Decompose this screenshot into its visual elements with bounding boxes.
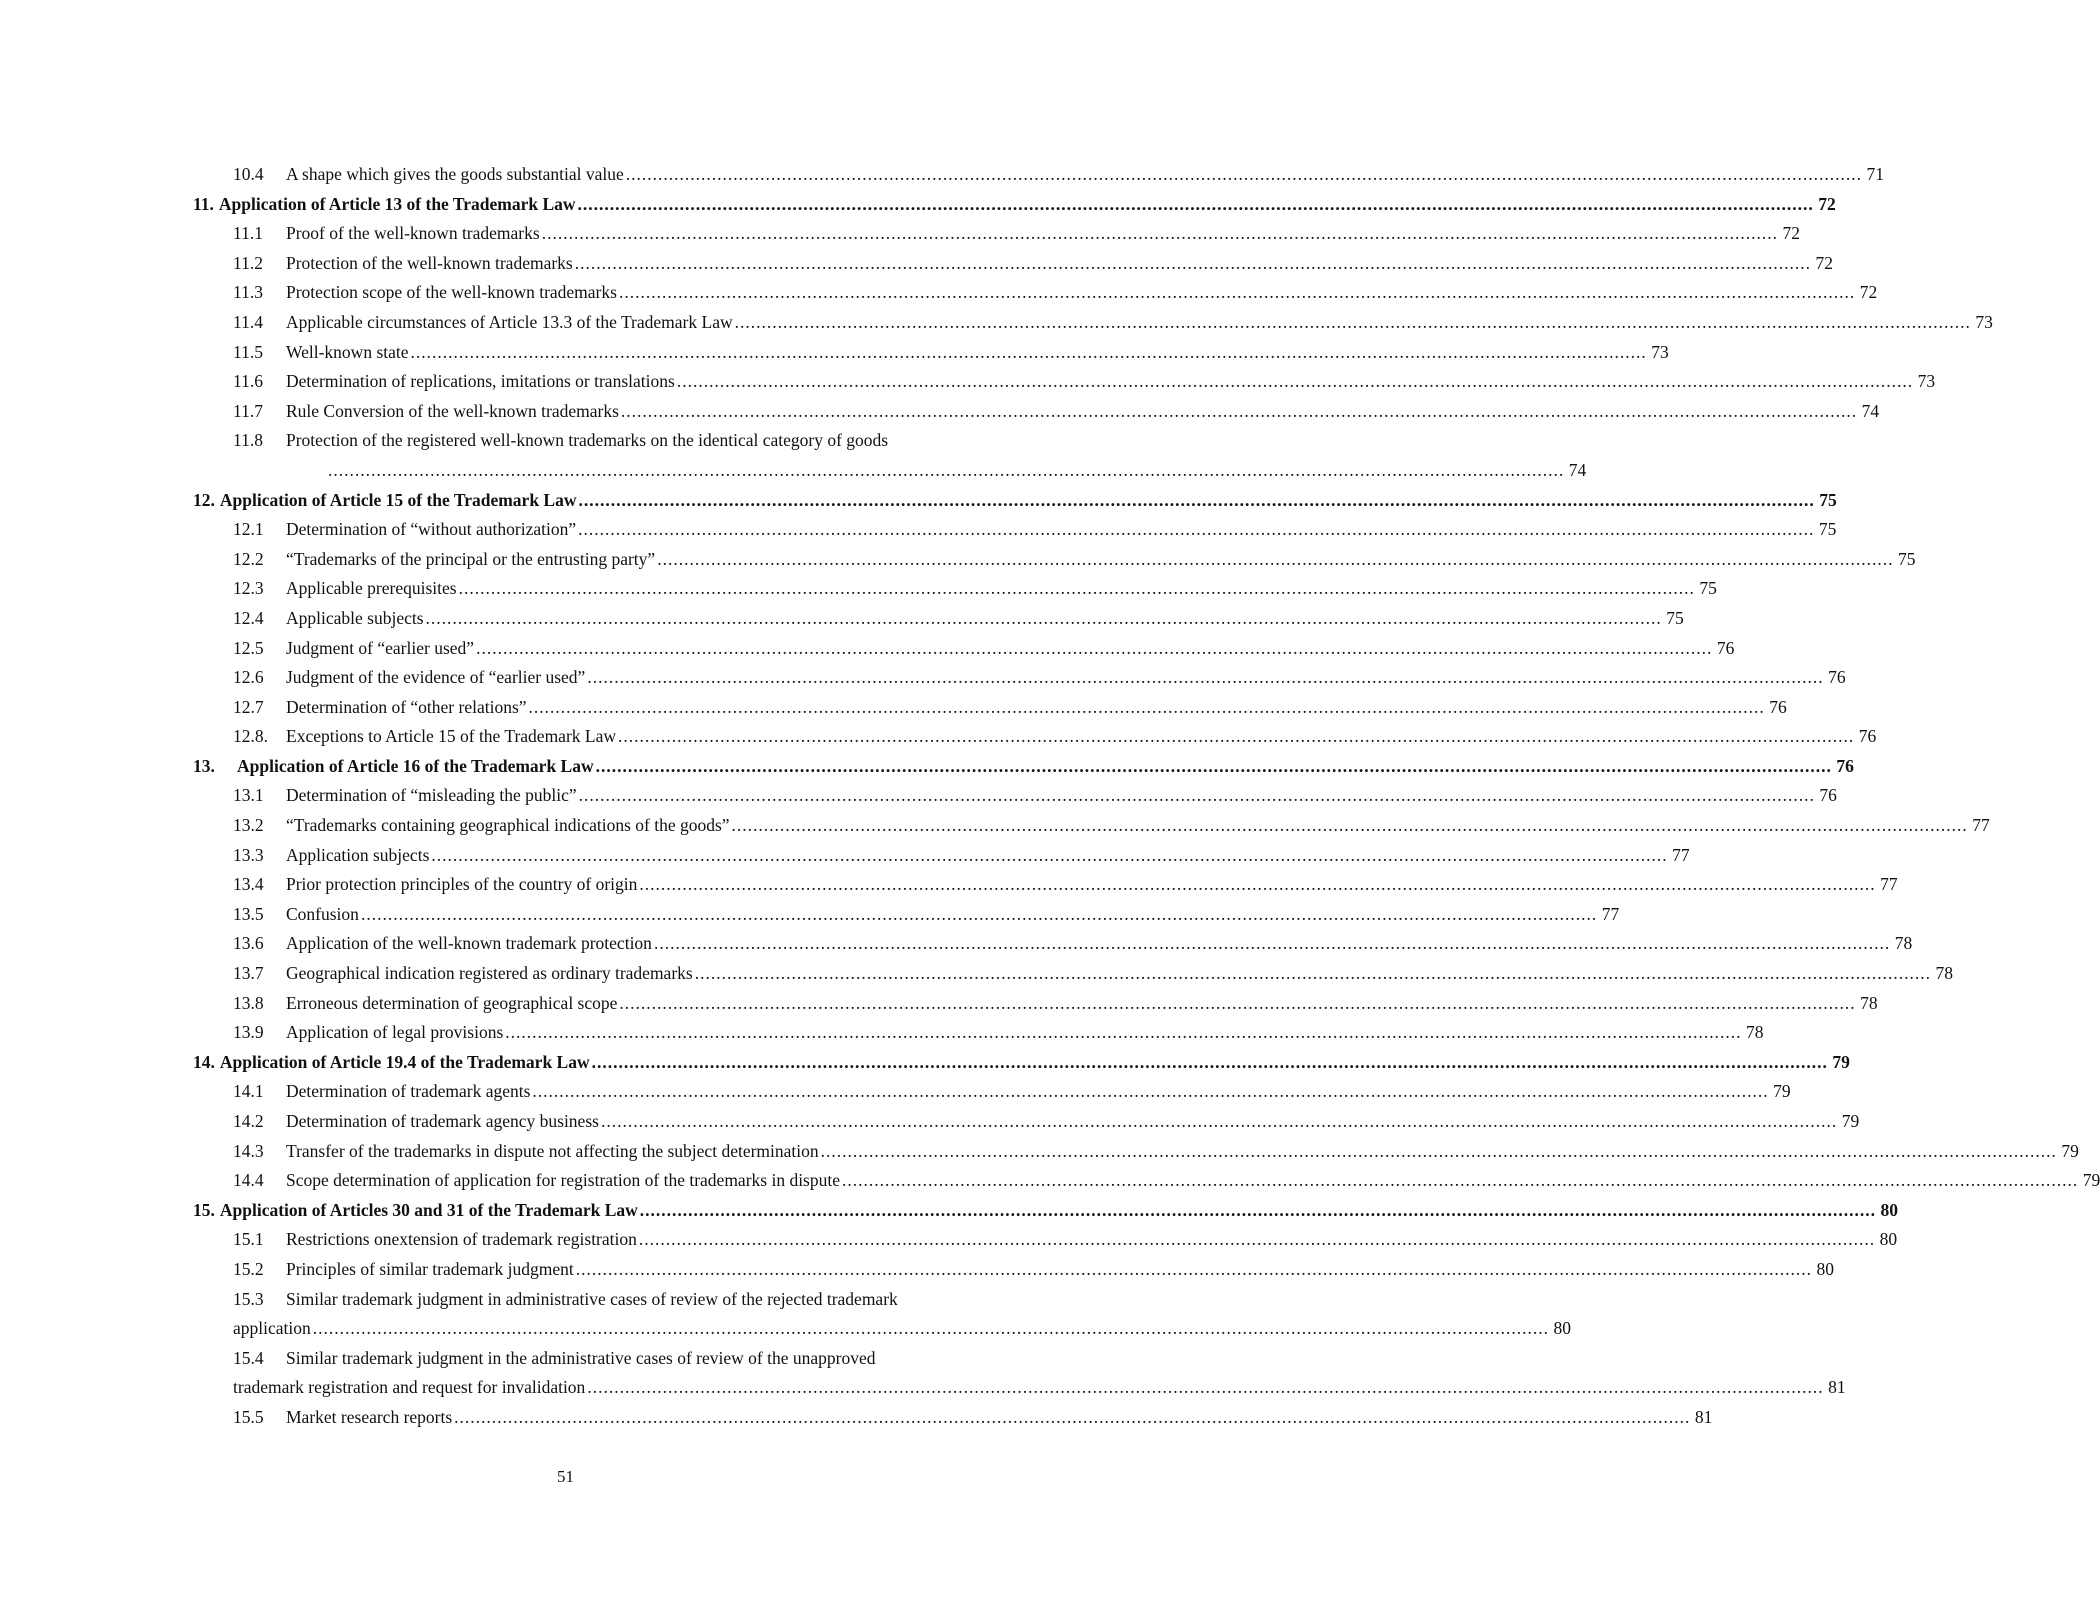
- dot-leader: [639, 1225, 1875, 1255]
- dot-leader: [426, 604, 1662, 634]
- toc-entry-page: 79: [2061, 1140, 2079, 1161]
- toc-entry-page: 81: [1828, 1377, 1846, 1398]
- toc-entry-number: 12.1: [233, 519, 264, 540]
- toc-entry-number: 11.3: [233, 282, 263, 303]
- toc-section-entry[interactable]: [193, 397, 1880, 427]
- toc-section-entry[interactable]: [193, 1137, 2079, 1167]
- toc-entry-page: 78: [1935, 963, 1953, 984]
- toc-entry-page: 73: [1917, 371, 1936, 392]
- toc-entry-number: 15.1: [233, 1229, 264, 1250]
- toc-entry-number: 13.7: [233, 963, 264, 984]
- toc-chapter-entry[interactable]: [193, 752, 1854, 782]
- toc-entry-title: Transfer of the trademarks in dispute not affecting the subject determination: [286, 1140, 819, 1161]
- dot-leader: [578, 190, 1814, 220]
- toc-entry-line: [193, 1314, 1572, 1344]
- toc-entry-number: 12.4: [233, 607, 264, 628]
- toc-entry-page: 78: [1746, 1022, 1764, 1043]
- dot-leader: [313, 1314, 1549, 1344]
- toc-entry-line: [193, 456, 1587, 486]
- toc-entry-page: 73: [1651, 341, 1669, 362]
- toc-entry-number: 13.5: [233, 903, 264, 924]
- dot-leader: [459, 574, 1695, 604]
- toc-entry-title: Applicable prerequisites: [286, 578, 457, 599]
- toc-entry-title-continued: trademark registration and request for invalidation: [233, 1377, 586, 1398]
- dot-leader: [596, 752, 1832, 782]
- toc-section-entry[interactable]: [193, 160, 1885, 190]
- toc-section-entry[interactable]: [193, 693, 1787, 723]
- toc-entry-title: Application subjects: [286, 844, 430, 865]
- toc-entry-title: “Trademarks of the principal or the entrusting party”: [286, 548, 656, 569]
- toc-section-entry[interactable]: [193, 545, 1916, 575]
- toc-entry-line: [193, 1344, 963, 1374]
- dot-leader: [640, 1196, 1876, 1226]
- toc-entry-page: 75: [1699, 578, 1717, 599]
- toc-section-entry[interactable]: [193, 604, 1684, 634]
- toc-entry-number: 12.2: [233, 548, 264, 569]
- toc-entry-page: 79: [2082, 1170, 2100, 1191]
- toc-section-entry[interactable]: [193, 574, 1717, 604]
- toc-section-entry[interactable]: [193, 219, 1800, 249]
- toc-entry-title: Application of Article 13 of the Trademark Law: [218, 193, 576, 214]
- toc-section-entry[interactable]: [193, 900, 1620, 930]
- toc-entry-number: 11.7: [233, 400, 263, 421]
- dot-leader: [619, 989, 1855, 1019]
- toc-section-entry[interactable]: [193, 1166, 2100, 1196]
- toc-section-entry[interactable]: [193, 426, 1587, 485]
- toc-entry-number: 15.: [193, 1199, 215, 1220]
- dot-leader: [732, 811, 1968, 841]
- toc-section-entry[interactable]: [193, 663, 1846, 693]
- toc-entry-number: 15.5: [233, 1406, 264, 1427]
- toc-section-entry[interactable]: [193, 781, 1837, 811]
- toc-entry-title: Confusion: [286, 903, 359, 924]
- dot-leader: [579, 781, 1815, 811]
- toc-entry-page: 74: [1861, 400, 1880, 421]
- toc-section-entry[interactable]: [193, 1018, 1764, 1048]
- toc-section-entry[interactable]: [193, 515, 1837, 545]
- toc-entry-page: 80: [1816, 1258, 1834, 1279]
- dot-leader: [677, 367, 1913, 397]
- toc-entry-title: Erroneous determination of geographical scope: [286, 992, 618, 1013]
- toc-entry-page: 80: [1879, 1229, 1898, 1250]
- toc-entry-title: Application of Article 15 of the Trademark Law: [219, 489, 577, 510]
- toc-entry-title: Market research reports: [286, 1406, 453, 1427]
- toc-entry-number: 12.7: [233, 696, 264, 717]
- toc-entry-title: Similar trademark judgment in administrative cases of review of the rejected trademark: [286, 1288, 898, 1309]
- dot-leader: [575, 249, 1811, 279]
- toc-entry-title: Restrictions onextension of trademark registration: [286, 1229, 637, 1250]
- toc-section-entry[interactable]: [193, 811, 1990, 841]
- toc-entry-number: 14.1: [233, 1081, 264, 1102]
- dot-leader: [579, 486, 1815, 516]
- toc-entry-page: 72: [1815, 252, 1833, 273]
- toc-entry-page: 77: [1880, 874, 1898, 895]
- toc-entry-title: Principles of similar trademark judgment: [286, 1258, 574, 1279]
- dot-leader: [601, 1107, 1837, 1137]
- toc-entry-title: Judgment of “earlier used”: [286, 637, 475, 658]
- toc-entry-number: 11.: [193, 193, 214, 214]
- toc-section-entry[interactable]: [193, 634, 1735, 664]
- toc-entry-page: 75: [1897, 548, 1916, 569]
- toc-chapter-entry[interactable]: [193, 190, 1836, 220]
- toc-entry-number: 11.2: [233, 252, 263, 273]
- toc-entry-title: Exceptions to Article 15 of the Trademark Law: [286, 726, 616, 747]
- dot-leader: [695, 959, 1931, 989]
- toc-entry-number: 14.: [193, 1051, 215, 1072]
- dot-leader: [529, 693, 1765, 723]
- toc-entry-page: 79: [1841, 1111, 1860, 1131]
- toc-entry-page: 76: [1828, 667, 1846, 688]
- toc-entry-title: Protection scope of the well-known trademarks: [286, 282, 617, 303]
- toc-entry-number: 12.6: [233, 667, 264, 688]
- toc-entry-number: 14.3: [233, 1140, 264, 1161]
- toc-entry-number: 11.5: [233, 341, 263, 362]
- toc-section-entry[interactable]: [193, 338, 1669, 368]
- toc-entry-title: Application of Articles 30 and 31 of the Trademark Law: [219, 1199, 638, 1220]
- toc-entry-page: 77: [1972, 815, 1990, 836]
- toc-entry-number: 15.4: [233, 1347, 264, 1368]
- toc-entry-number: 15.2: [233, 1258, 264, 1279]
- toc-section-entry[interactable]: [193, 278, 1878, 308]
- page-number: 51: [557, 1467, 574, 1486]
- toc-entry-line: [193, 1373, 1846, 1403]
- toc-entry-number: 14.2: [233, 1111, 264, 1131]
- toc-entry-number: 13.1: [233, 785, 264, 806]
- toc-entry-number: 12.: [193, 489, 215, 510]
- toc-entry-title: Application of Article 19.4 of the Trademark Law: [219, 1051, 590, 1072]
- toc-section-entry[interactable]: [193, 870, 1898, 900]
- toc-section-entry[interactable]: [193, 1077, 1791, 1107]
- toc-section-entry[interactable]: [193, 367, 1936, 397]
- toc-entry-title: Geographical indication registered as ordinary trademarks: [286, 963, 693, 984]
- toc-entry-page: 79: [1832, 1051, 1850, 1072]
- dot-leader: [505, 1018, 1741, 1048]
- toc-entry-number: 13.9: [233, 1022, 264, 1043]
- dot-leader: [542, 219, 1778, 249]
- toc-entry-title: Determination of trademark agency business: [286, 1111, 599, 1131]
- dot-leader: [842, 1166, 2078, 1196]
- toc-section-entry[interactable]: [193, 1344, 1846, 1403]
- toc-chapter-entry[interactable]: [193, 486, 1837, 516]
- dot-leader: [618, 722, 1854, 752]
- dot-leader: [576, 1255, 1812, 1285]
- toc-entry-page: 72: [1818, 193, 1836, 214]
- toc-entry-title: Application of Article 16 of the Trademark Law: [237, 755, 594, 776]
- dot-leader: [821, 1137, 2057, 1167]
- toc-entry-page: 80: [1880, 1199, 1899, 1220]
- dot-leader: [361, 900, 1597, 930]
- toc-section-entry[interactable]: [193, 1107, 1860, 1137]
- toc-entry-page: 73: [1975, 311, 1993, 332]
- toc-entry-page: 81: [1694, 1406, 1713, 1427]
- toc-entry-page: 75: [1666, 607, 1684, 628]
- dot-leader: [654, 929, 1890, 959]
- toc-entry-title: Application of the well-known trademark protection: [286, 933, 652, 954]
- toc-entry-title: Applicable circumstances of Article 13.3 of the Trademark Law: [286, 311, 733, 332]
- toc-entry-title: Determination of “without authorization”: [286, 519, 577, 540]
- toc-entry-page: 75: [1819, 489, 1837, 510]
- toc-entry-page: 74: [1568, 459, 1587, 480]
- toc-entry-page: 76: [1858, 726, 1877, 747]
- toc-entry-title: Determination of replications, imitations or translations: [286, 371, 675, 392]
- toc-entry-page: 78: [1894, 933, 1913, 954]
- toc-entry-page: 76: [1819, 785, 1837, 806]
- toc-entry-page: 76: [1716, 637, 1735, 658]
- toc-entry-page: 78: [1860, 992, 1878, 1013]
- toc-section-entry[interactable]: [193, 1285, 1572, 1344]
- toc-entry-title: Determination of “misleading the public”: [286, 785, 577, 806]
- toc-entry-number: 13.6: [233, 933, 264, 954]
- dot-leader: [411, 338, 1647, 368]
- toc-entry-page: 80: [1553, 1318, 1572, 1339]
- toc-entry-number: 14.4: [233, 1170, 264, 1191]
- toc-chapter-entry[interactable]: [193, 1048, 1850, 1078]
- toc-entry-title: Determination of trademark agents: [286, 1081, 531, 1102]
- toc-entry-number: 11.4: [233, 311, 263, 332]
- toc-entry-number: 12.8.: [233, 726, 268, 747]
- toc-entry-line: [193, 426, 963, 456]
- toc-entry-title: A shape which gives the goods substantial value: [286, 164, 624, 184]
- toc-section-entry[interactable]: [193, 959, 1953, 989]
- toc-entry-number: 13.3: [233, 844, 264, 865]
- dot-leader: [592, 1048, 1828, 1078]
- toc-entry-title: Applicable subjects: [286, 607, 424, 628]
- dot-leader: [735, 308, 1971, 338]
- toc-entry-number: 11.1: [233, 223, 263, 244]
- toc-entry-page: 76: [1769, 696, 1787, 717]
- dot-leader: [621, 397, 1857, 427]
- toc-entry-title: Well-known state: [286, 341, 409, 362]
- toc-entry-title-continued: application: [233, 1318, 311, 1339]
- toc-section-entry[interactable]: [193, 929, 1913, 959]
- toc-entry-title: “Trademarks containing geographical indications of the goods”: [286, 815, 730, 836]
- toc-section-entry[interactable]: [193, 989, 1878, 1019]
- toc-entry-number: 12.5: [233, 637, 264, 658]
- toc-entry-number: 12.3: [233, 578, 264, 599]
- dot-leader: [619, 278, 1855, 308]
- toc-entry-title: Protection of the well-known trademarks: [286, 252, 573, 273]
- toc-entry-page: 72: [1859, 282, 1878, 303]
- dot-leader: [657, 545, 1893, 575]
- toc-entry-title: Scope determination of application for registration of the trademarks in dispute: [286, 1170, 841, 1191]
- toc-entry-number: 11.6: [233, 371, 263, 392]
- dot-leader: [431, 841, 1667, 871]
- toc-entry-page: 75: [1818, 519, 1837, 540]
- dot-leader: [476, 634, 1712, 664]
- toc-section-entry[interactable]: [193, 841, 1690, 871]
- toc-entry-page: 79: [1773, 1081, 1791, 1102]
- toc-entry-page: 77: [1672, 844, 1690, 865]
- toc-entry-title: Judgment of the evidence of “earlier used”: [286, 667, 586, 688]
- toc-entry-title: Determination of “other relations”: [286, 696, 527, 717]
- dot-leader: [587, 1373, 1823, 1403]
- toc-entry-title: Proof of the well-known trademarks: [286, 223, 540, 244]
- dot-leader: [578, 515, 1814, 545]
- toc-section-entry[interactable]: [193, 1255, 1834, 1285]
- dot-leader: [532, 1077, 1768, 1107]
- toc-entry-number: 13.2: [233, 815, 264, 836]
- table-of-contents: [193, 160, 2100, 1433]
- toc-entry-page: 77: [1601, 903, 1620, 924]
- toc-section-entry[interactable]: [193, 1403, 1713, 1433]
- toc-section-entry[interactable]: [193, 308, 1993, 338]
- toc-section-entry[interactable]: [193, 1225, 1898, 1255]
- dot-leader: [328, 456, 1564, 486]
- toc-entry-number: 13.: [193, 755, 215, 776]
- toc-entry-number: 13.8: [233, 992, 264, 1013]
- toc-entry-number: 10.4: [233, 164, 264, 184]
- toc-entry-line: [193, 1285, 963, 1315]
- toc-entry-page: 72: [1782, 223, 1800, 244]
- dot-leader: [454, 1403, 1690, 1433]
- toc-entry-page: 71: [1866, 164, 1885, 184]
- toc-entry-number: 11.8: [233, 430, 263, 451]
- toc-entry-title: Rule Conversion of the well-known trademarks: [286, 400, 619, 421]
- toc-chapter-entry[interactable]: [193, 1196, 1899, 1226]
- dot-leader: [639, 870, 1875, 900]
- toc-entry-page: 76: [1836, 755, 1854, 776]
- dot-leader: [626, 160, 1862, 190]
- dot-leader: [587, 663, 1823, 693]
- toc-entry-title: Prior protection principles of the country of origin: [286, 874, 638, 895]
- toc-entry-title: Protection of the registered well-known trademarks on the identical category of goods: [286, 430, 889, 451]
- toc-entry-title: Similar trademark judgment in the administrative cases of review of the unapproved: [286, 1347, 876, 1368]
- toc-section-entry[interactable]: [193, 722, 1877, 752]
- toc-entry-number: 15.3: [233, 1288, 264, 1309]
- toc-section-entry[interactable]: [193, 249, 1833, 279]
- toc-entry-title: Application of legal provisions: [286, 1022, 504, 1043]
- toc-entry-number: 13.4: [233, 874, 264, 895]
